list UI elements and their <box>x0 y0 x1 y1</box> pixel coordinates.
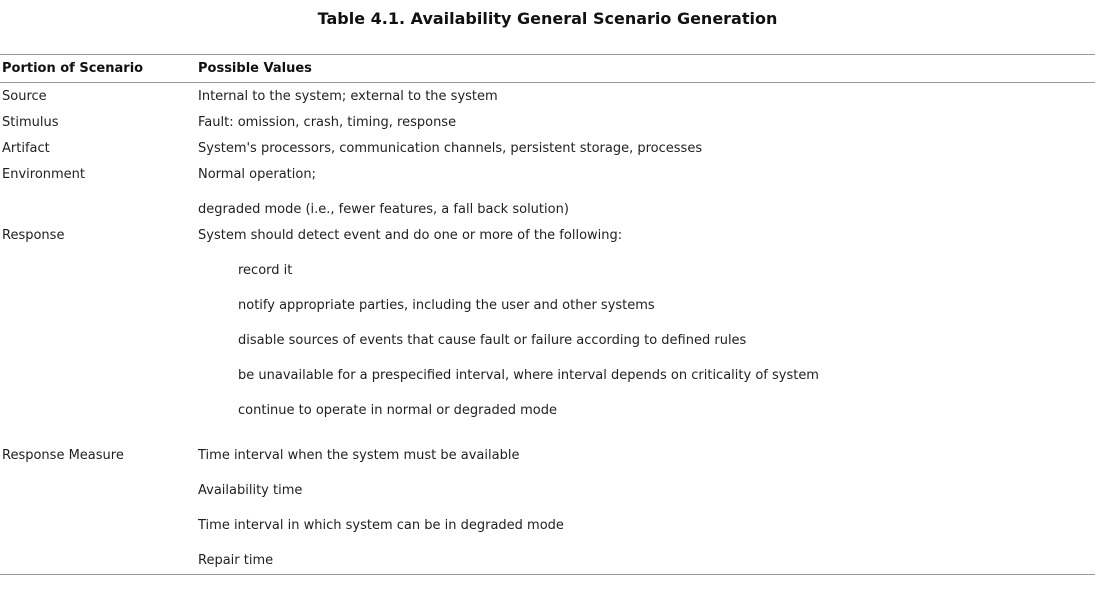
row-value-source: Internal to the system; external to the system <box>198 89 498 104</box>
header-portion-of-scenario: Portion of Scenario <box>2 61 144 76</box>
row-label-source: Source <box>2 89 47 104</box>
response-item-disable: disable sources of events that cause fault or failure according to defined rules <box>238 333 747 348</box>
response-item-continue: continue to operate in normal or degraded mode <box>238 403 557 418</box>
row-label-response: Response <box>2 228 65 243</box>
table-bottom-rule <box>0 574 1095 575</box>
table-header-rule <box>0 82 1095 83</box>
row-label-artifact: Artifact <box>2 141 50 156</box>
table-top-rule <box>0 54 1095 55</box>
table-caption: Table 4.1. Availability General Scenario Generation <box>317 9 778 28</box>
row-label-environment: Environment <box>2 167 86 182</box>
response-item-record: record it <box>238 263 293 278</box>
row-value-measure-repair: Repair time <box>198 553 274 568</box>
row-value-response-intro: System should detect event and do one or more of the following: <box>198 228 623 243</box>
response-item-unavailable: be unavailable for a prespecified interval, where interval depends on criticality of system <box>238 368 819 383</box>
header-possible-values: Possible Values <box>198 61 312 76</box>
row-value-environment-normal: Normal operation; <box>198 167 316 182</box>
row-label-stimulus: Stimulus <box>2 115 59 130</box>
row-value-measure-interval: Time interval when the system must be available <box>198 448 520 463</box>
row-value-environment-degraded: degraded mode (i.e., fewer features, a fall back solution) <box>198 202 569 217</box>
row-value-measure-degraded: Time interval in which system can be in degraded mode <box>198 518 564 533</box>
row-value-artifact: System's processors, communication channels, persistent storage, processes <box>198 141 703 156</box>
row-value-stimulus: Fault: omission, crash, timing, response <box>198 115 457 130</box>
row-value-measure-availability: Availability time <box>198 483 303 498</box>
row-label-response-measure: Response Measure <box>2 448 124 463</box>
response-item-notify: notify appropriate parties, including the user and other systems <box>238 298 655 313</box>
